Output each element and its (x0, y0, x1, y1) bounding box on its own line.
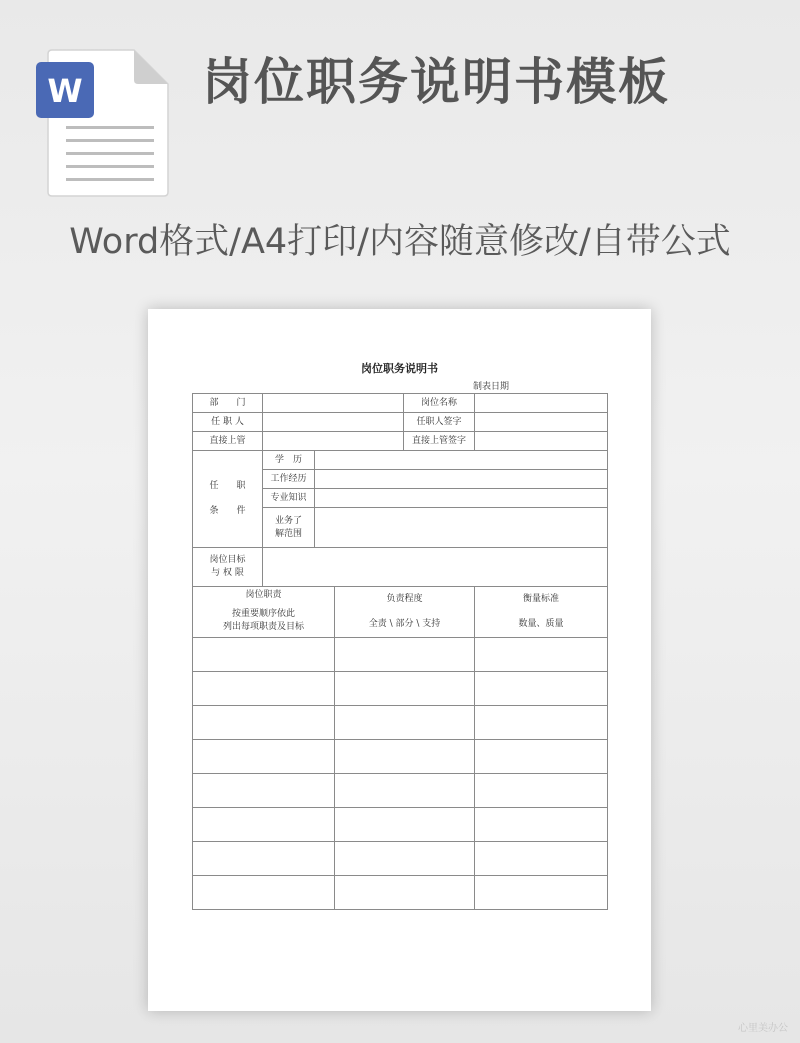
holder-label: 任 职 人 (193, 413, 263, 432)
standard-cell[interactable] (475, 638, 608, 672)
standard-cell[interactable] (475, 842, 608, 876)
supervisor-label: 直接上管 (193, 432, 263, 451)
table-row (193, 394, 608, 413)
holder-signature-label: 任职人签字 (404, 413, 475, 432)
page-title: 岗位职务说明书模板 (202, 53, 670, 111)
word-letter-icon: W (47, 72, 83, 110)
duty-cell[interactable] (193, 876, 335, 910)
holder-value[interactable] (263, 413, 404, 432)
experience-value[interactable] (315, 470, 608, 489)
dept-label: 部 门 (193, 394, 263, 413)
goal-value[interactable] (263, 548, 608, 587)
supervisor-signature-label: 直接上管签字 (404, 432, 475, 451)
position-name-label: 岗位名称 (404, 394, 475, 413)
duties-header-row (193, 587, 608, 638)
table-row (193, 451, 608, 470)
duty-row (193, 672, 608, 706)
duty-cell[interactable] (193, 672, 335, 706)
responsibility-cell[interactable] (335, 842, 475, 876)
responsibility-cell[interactable] (335, 672, 475, 706)
standard-cell[interactable] (475, 672, 608, 706)
duty-cell[interactable] (193, 808, 335, 842)
position-name-value[interactable] (475, 394, 608, 413)
duty-row (193, 638, 608, 672)
duty-row (193, 740, 608, 774)
education-label: 学 历 (263, 451, 315, 470)
responsibility-cell[interactable] (335, 774, 475, 808)
scope-value[interactable] (315, 508, 608, 548)
job-description-form (192, 393, 608, 910)
duty-cell[interactable] (193, 774, 335, 808)
knowledge-value[interactable] (315, 489, 608, 508)
duty-cell[interactable] (193, 740, 335, 774)
standard-cell[interactable] (475, 876, 608, 910)
table-row (193, 548, 608, 587)
dept-value[interactable] (263, 394, 404, 413)
holder-signature-value[interactable] (475, 413, 608, 432)
scope-label: 业务了 解范围 (263, 508, 315, 548)
duty-cell[interactable] (193, 842, 335, 876)
table-row (193, 432, 608, 451)
standard-cell[interactable] (475, 808, 608, 842)
duty-row (193, 808, 608, 842)
document-title: 岗位职务说明书 (361, 362, 438, 375)
responsibility-cell[interactable] (335, 706, 475, 740)
word-document-icon (36, 46, 172, 198)
supervisor-signature-value[interactable] (475, 432, 608, 451)
watermark: 心里美办公 (738, 1023, 788, 1034)
standard-cell[interactable] (475, 706, 608, 740)
standard-cell[interactable] (475, 740, 608, 774)
responsibility-cell[interactable] (335, 808, 475, 842)
responsibility-cell[interactable] (335, 876, 475, 910)
supervisor-value[interactable] (263, 432, 404, 451)
responsibility-cell[interactable] (335, 740, 475, 774)
duty-row (193, 842, 608, 876)
standard-cell[interactable] (475, 774, 608, 808)
duty-row (193, 774, 608, 808)
duty-row (193, 876, 608, 910)
responsibility-header: 负责程度 全责 \ 部分 \ 支持 (335, 587, 475, 638)
goal-label: 岗位目标 与 权 限 (193, 548, 263, 587)
table-row (193, 413, 608, 432)
date-label: 制表日期 (473, 382, 510, 392)
experience-label: 工作经历 (263, 470, 315, 489)
duty-cell[interactable] (193, 706, 335, 740)
page-subtitle: Word格式/A4打印/内容随意修改/自带公式 (69, 222, 731, 262)
standard-header: 衡量标准 数量、质量 (475, 587, 608, 638)
knowledge-label: 专业知识 (263, 489, 315, 508)
qualification-label: 任 职 条 件 (193, 451, 263, 548)
duty-row (193, 706, 608, 740)
duties-header: 岗位职责 按重要顺序依此 列出每项职责及目标 (193, 587, 335, 638)
responsibility-cell[interactable] (335, 638, 475, 672)
document-preview (148, 309, 651, 1011)
duty-cell[interactable] (193, 638, 335, 672)
education-value[interactable] (315, 451, 608, 470)
